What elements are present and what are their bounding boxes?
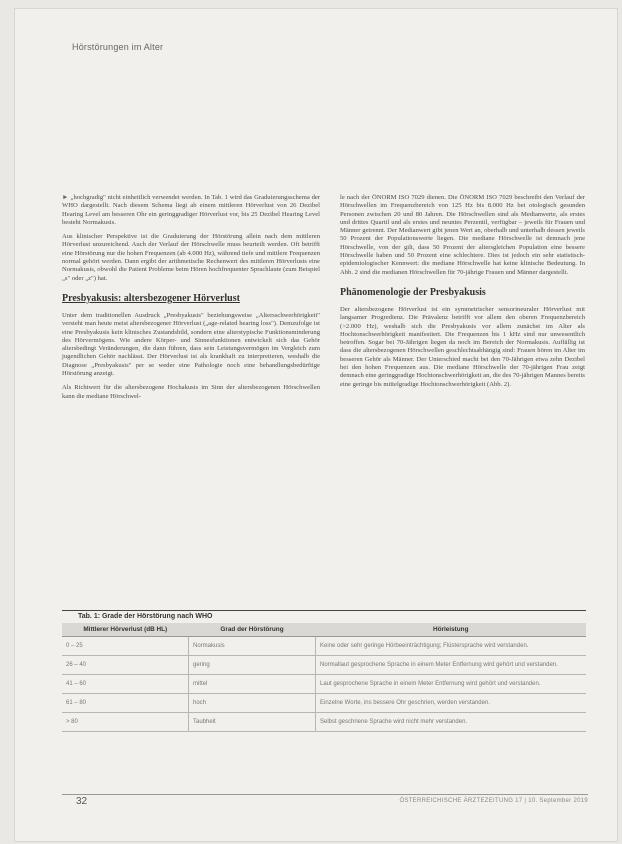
table-cell: Selbst geschriene Sprache wird nicht mehr verstanden. bbox=[316, 713, 587, 732]
paragraph bbox=[62, 194, 320, 227]
table-row bbox=[62, 694, 586, 713]
column-header: Mittlerer Hörverlust (dB HL) bbox=[62, 623, 189, 637]
paragraph: Aus klinischer Perspektive ist die Graduierung der Hörstörung allein nach dem mittleren Hörverlust unzureichend. Auch der Verlauf der Hörschwelle muss beurteilt werden. Oft betrifft eine Hörstörung nur die hohen Frequenzen (ab 4.000 Hz), während tiefe und mittlere Frequenzen normal gehört werden. Dann ergibt der arithmetische Rechenwert des mittleren Hörverlusts eine Normakusis, obwohl die Patient Probleme beim Hören hochfrequenter Sprachlaute (zum Beispiel „s" oder „z") hat. bbox=[62, 233, 320, 282]
table-cell: Normallaut gesprochene Sprache in einem Meter Entfernung wird gehört und verstanden. bbox=[316, 656, 587, 675]
running-header: Hörstörungen im Alter bbox=[72, 42, 164, 52]
table-header-row bbox=[62, 623, 586, 637]
footer-divider bbox=[62, 794, 588, 795]
table-cell: mittel bbox=[189, 675, 316, 694]
paragraph: Der altersbezogene Hörverlust ist ein symmetrischer sensorineuraler Hörverlust mit langsamer Progredienz. Die Prävalenz betrifft vor allem den oberen Frequenzbereich (>2.000 Hz), weshalb sich die Presbyakusis vor allem zunächst im Alter als Hochtonschwerhörigkeit manifestiert. Die Frequenzen bis 1 kHz sind nur unwesentlich betroffen. Sogar bei 70-Jährigen liegen da noch im Bereich der Normakusis. Auffällig ist dass die altersbezogenen Hörschwellen geschlechtsabhängig sind: Frauen hören im Alter im besseren Gehör als Männer. Der Unterschied macht bei den 70-Jährigen etwa zehn Dezibel bei den hohen Frequenzen aus. Die mediane Hörschwelle der 70-jährigen Frau zeigt demnach eine geringgradige Hochtonschwerhörigkeit an, die des 70-jährigen Mannes bereits eine geringe bis mittelgradige Hochtonschwerhörigkeit (Abb. 2). bbox=[340, 305, 585, 388]
table-cell: Normakusis bbox=[189, 637, 316, 656]
column-header: Hörleistung bbox=[316, 623, 587, 637]
section-heading: Phänomenologie der Presbyakusis bbox=[340, 286, 486, 298]
table bbox=[62, 623, 586, 732]
right-column bbox=[340, 194, 585, 395]
table-cell: 0 – 25 bbox=[62, 637, 189, 656]
paragraph: le nach der ÖNORM ISO 7029 dienen. Die ÖNORM ISO 7029 beschreibt den Verlauf der Hörschwellen im Frequenzbereich von 125 Hz bis 8.000 Hz bei otologisch gesunden Personen zwischen 20 und 80 Jahren. Die Hörschwellen sind als Medianwerte, als erstes und drittes Quartil und als erstes und neuntes Perzentil, verfügbar – jeweils für Frauen und Männer getrennt. Der Medianwert gibt jenen Wert an, oberhalb und unterhalb dessen jeweils 50 Prozent der Populationswerte liegen. Die mediane Hörschwelle ist demnach jene Hörschwelle, von der gilt, dass 50 Prozent der altersgleichen Population eine bessere Hörschwelle haben und 50 Prozent eine schlechtere. Dies ist jedoch ein sehr statistisch-epidemiologischer Kennwert: die mediane Hörschwelle hat keine klinische Bedeutung. In Abb. 2 sind die medianen Hörschwellen für 70-jährige Frauen und Männer dargestellt. bbox=[340, 194, 585, 276]
table-cell: hoch bbox=[189, 694, 316, 713]
section-heading: Presbyakusis: altersbezogener Hörverlust bbox=[62, 292, 240, 304]
table-row bbox=[62, 675, 586, 694]
page-number: 32 bbox=[76, 796, 88, 807]
left-column bbox=[62, 194, 320, 407]
arrow-icon: ► bbox=[62, 194, 69, 201]
table-cell: Keine oder sehr geringe Hörbeeinträchtigung; Flüstersprache wird verstanden. bbox=[316, 637, 587, 656]
table-row bbox=[62, 713, 586, 732]
table-cell: Einzelne Worte, ins bessere Ohr geschrien, werden verstanden. bbox=[316, 694, 587, 713]
paragraph-text: „hochgradig" nicht einheitlich verwendet werden. In Tab. 1 wird das Graduierungsschema der WHO dargestellt. Nach diesem Schema liegt ab einem mittleren Hörverlust von 26 Dezibel Hearing Level am besseren Ohr ein geringgradiger Hörverlust vor, bis 25 Dezibel Hearing Level besteht Normakusis. bbox=[62, 194, 320, 226]
journal-name: ÖSTERREICHISCHE ÄRZTEZEITUNG 17 | 10. September 2019 bbox=[399, 798, 588, 804]
who-table bbox=[62, 610, 586, 732]
paragraph: Als Richtwert für die altersbezogene Hochakusis im Sinn der altersbezogenen Hörschwellen kann die mediane Hörschwel- bbox=[62, 384, 320, 400]
table-cell: 41 – 60 bbox=[62, 675, 189, 694]
paragraph: Unter dem traditionellen Ausdruck „Presbyakusis" beziehungsweise „Altersschwerhörigkeit" versteht man heute meist altersbezogener Hörverlust („age-related hearing loss"). Demzufolge ist eine Presbyakusis kein klinisches Zustandsbild, sondern eine alterstypische Funktionsminderung des Hörvermögens. Wie andere Körper- und Sinnesfunktionen entwickelt sich das Gehör altersbedingt Veränderungen, die dann führen, dass sein Leistungsvermögen im Vergleich zum jugendlichen Gehör nachlässt. Der Hörverlust ist als krankhaft zu interpretieren, weshalb die Diagnose „Presbyakusis" per se weder eine Pathologie noch eine behandlungsbedürftige Hörstörung anzeigt. bbox=[62, 311, 320, 378]
table-title: Tab. 1: Grade der Hörstörung nach WHO bbox=[62, 610, 586, 623]
table-row bbox=[62, 637, 586, 656]
table-cell: > 80 bbox=[62, 713, 189, 732]
table-cell: 26 – 40 bbox=[62, 656, 189, 675]
table-cell: Taubheit bbox=[189, 713, 316, 732]
table-cell: 61 – 80 bbox=[62, 694, 189, 713]
column-header: Grad der Hörstörung bbox=[189, 623, 316, 637]
table-row bbox=[62, 656, 586, 675]
table-cell: gering bbox=[189, 656, 316, 675]
table-cell: Laut gesprochene Sprache in einem Meter Entfernung wird gehört und verstanden. bbox=[316, 675, 587, 694]
